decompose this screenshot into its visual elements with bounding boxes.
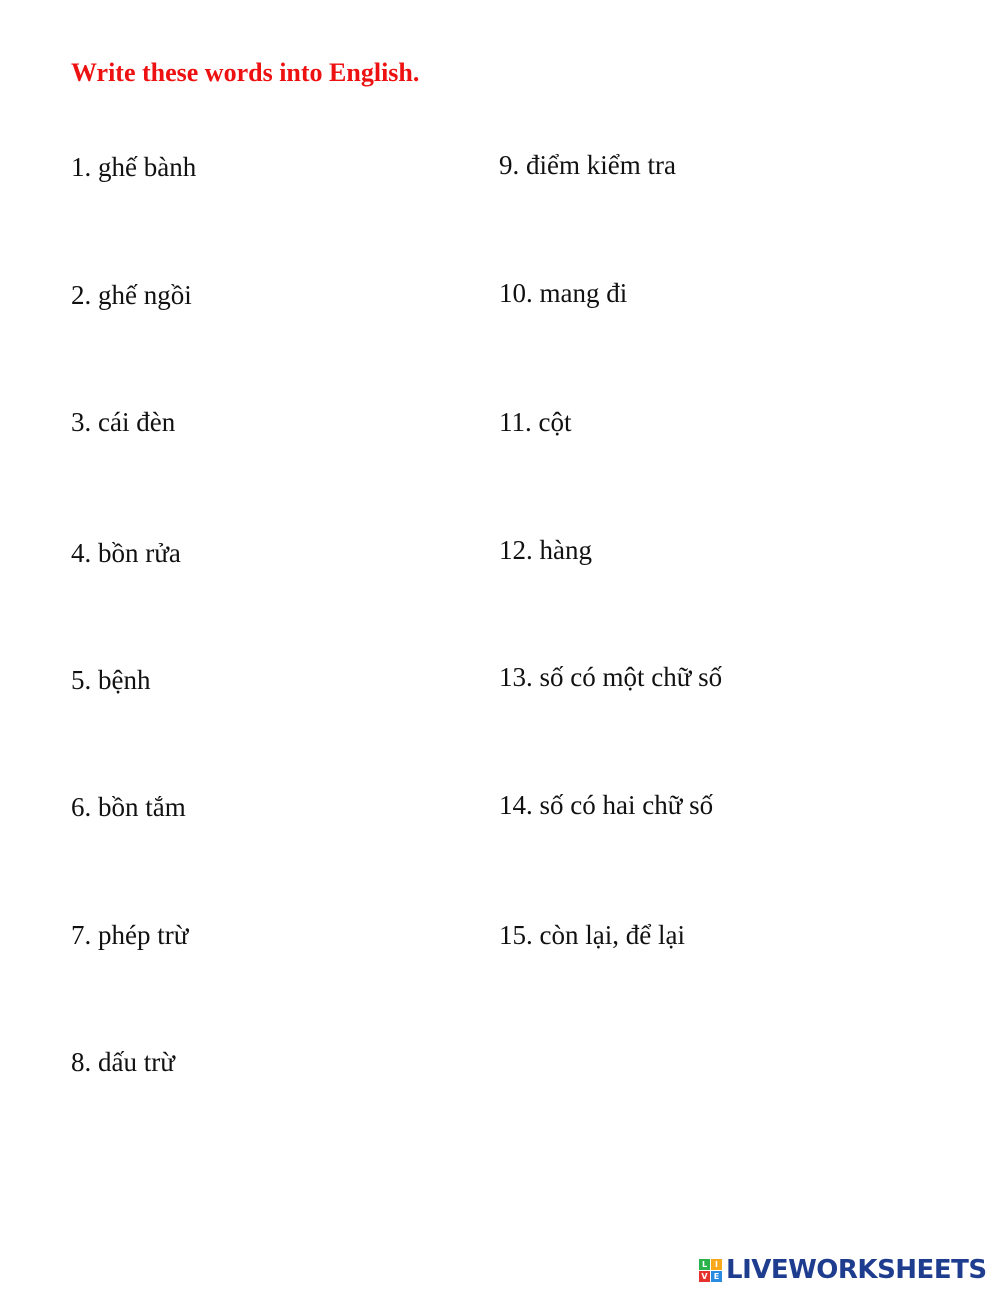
word-item-10: 10. mang đi (499, 278, 628, 308)
word-item-7: 7. phép trừ (71, 920, 189, 950)
word-item-6: 6. bồn tắm (71, 792, 186, 822)
liveworksheets-logo-icon (699, 1259, 722, 1282)
word-item-14: 14. số có hai chữ số (499, 790, 714, 820)
word-item-11: 11. cột (499, 407, 572, 437)
word-item-15: 15. còn lại, để lại (499, 920, 685, 950)
worksheet-title: Write these words into English. (71, 58, 420, 87)
word-item-4: 4. bồn rửa (71, 538, 181, 568)
word-item-5: 5. bệnh (71, 665, 151, 695)
word-item-2: 2. ghế ngồi (71, 280, 192, 310)
word-item-8: 8. dấu trừ (71, 1047, 175, 1077)
logo-cell-l: L (699, 1259, 710, 1270)
liveworksheets-brand (699, 1252, 987, 1288)
logo-cell-v: V (699, 1271, 710, 1282)
word-item-3: 3. cái đèn (71, 407, 176, 437)
word-item-13: 13. số có một chữ số (499, 662, 723, 692)
brand-name: LIVEWORKSHEETS (726, 1255, 987, 1285)
logo-cell-e: E (711, 1271, 722, 1282)
word-item-9: 9. điểm kiểm tra (499, 150, 676, 180)
word-item-12: 12. hàng (499, 535, 592, 565)
logo-cell-i: I (711, 1259, 722, 1270)
word-item-1: 1. ghế bành (71, 152, 197, 182)
